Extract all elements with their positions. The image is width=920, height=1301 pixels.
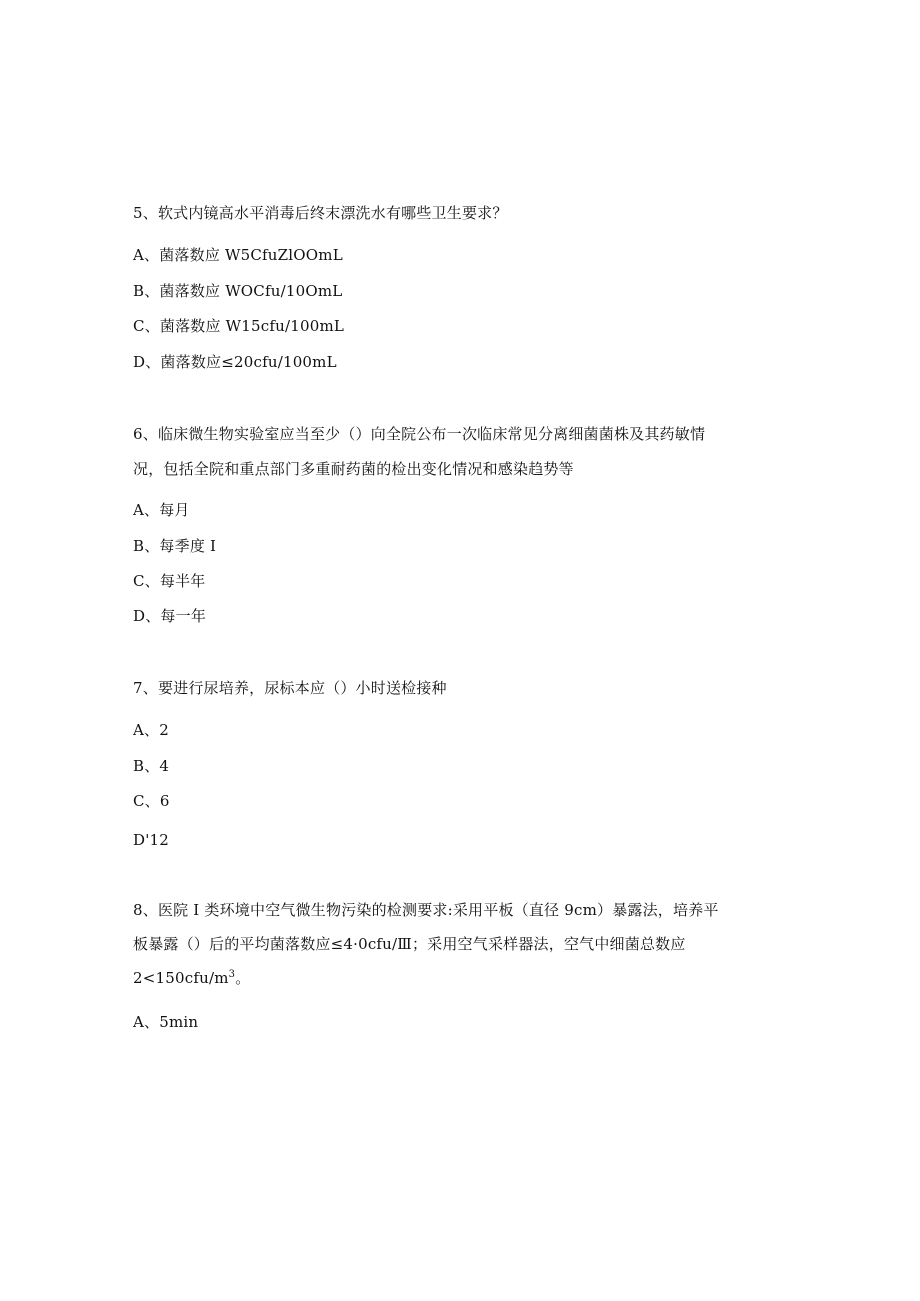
question-6-stem-line-1: 6、临床微生物实验室应当至少（）向全院公布一次临床常见分离细菌菌株及其药敏情	[133, 425, 706, 443]
superscript-3: 3	[228, 969, 236, 980]
question-5-stem: 5、软式内镜高水平消毒后终末漂洗水有哪些卫生要求？	[133, 204, 508, 222]
question-7-option-c: C、6	[133, 792, 170, 810]
question-6-option-a: A、每月	[133, 501, 190, 519]
question-5-option-c: C、菌落数应 W15cfu/100mL	[133, 317, 345, 335]
question-8-stem-line-2: 板暴露（）后的平均菌落数应≤4·0cfu/Ⅲ；采用空气采样器法，空气中细菌总数应	[133, 935, 686, 953]
question-6-stem-line-2: 况，包括全院和重点部门多重耐药菌的检出变化情况和感染趋势等	[133, 460, 574, 478]
question-6-option-b: B、每季度 I	[133, 537, 217, 555]
question-8-stem-line-3	[133, 968, 250, 988]
question-6-option-d: D、每一年	[133, 607, 207, 625]
question-7-option-d: D'12	[133, 831, 170, 849]
question-8-option-a: A、5min	[133, 1013, 199, 1031]
question-7-option-b: B、4	[133, 757, 170, 775]
question-7-option-a: A、2	[133, 721, 169, 739]
question-8-stem-line-3-end: 。	[235, 969, 251, 987]
question-7-stem: 7、要进行尿培养，尿标本应（）小时送检接种	[133, 679, 447, 697]
question-8-stem-line-1: 8、医院 I 类环境中空气微生物污染的检测要求:采用平板（直径 9cm）暴露法，培养平	[133, 901, 719, 919]
question-8-stem-line-3-text: 2<150cfu/m	[133, 969, 229, 987]
question-5-option-a: A、菌落数应 W5CfuZlOOmL	[133, 246, 343, 264]
question-5-option-b: B、菌落数应 WOCfu/10OmL	[133, 282, 343, 300]
question-5-option-d: D、菌落数应≤20cfu/100mL	[133, 353, 337, 371]
question-6-option-c: C、每半年	[133, 572, 206, 590]
